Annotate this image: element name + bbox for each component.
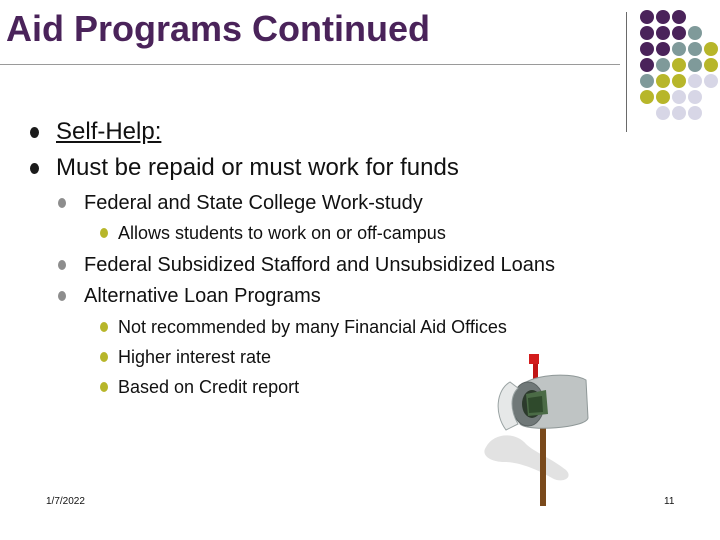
bullet-dot-level3 bbox=[100, 322, 108, 332]
bullet-level2-alternative: Alternative Loan Programs bbox=[84, 285, 321, 307]
bullet-level3-not-recommended: Not recommended by many Financial Aid Offices bbox=[118, 317, 507, 337]
bullet-level1-repaid: Must be repaid or must work for funds bbox=[56, 154, 459, 181]
bullet-level3-higher-interest: Higher interest rate bbox=[118, 347, 272, 367]
footer-date: 1/7/2022 bbox=[46, 496, 85, 507]
bullet-dot-level3 bbox=[100, 228, 108, 238]
bullet-dot-level3 bbox=[100, 382, 108, 392]
bullet-dot-level1 bbox=[30, 127, 39, 138]
bullet-level2-work-study: Federal and State College Work-study bbox=[84, 192, 423, 214]
bullet-dot-level1 bbox=[30, 163, 39, 174]
footer-page-number: 11 bbox=[664, 496, 675, 507]
bullet-dot-level3 bbox=[100, 352, 108, 362]
bullet-dot-level2 bbox=[58, 291, 66, 301]
bullet-level3-credit-report: Based on Credit report bbox=[118, 377, 300, 397]
bullet-level3-allows-students: Allows students to work on or off-campus bbox=[118, 223, 446, 243]
mailbox-illustration bbox=[476, 352, 616, 512]
bullet-level2-stafford: Federal Subsidized Stafford and Unsubsidized Loans bbox=[84, 254, 556, 276]
bullet-dot-level2 bbox=[58, 260, 66, 270]
bullet-dot-level2 bbox=[58, 198, 66, 208]
slide-title: Aid Programs Continued bbox=[6, 8, 431, 49]
bullet-level1-self-help: Self-Help: bbox=[56, 118, 162, 145]
